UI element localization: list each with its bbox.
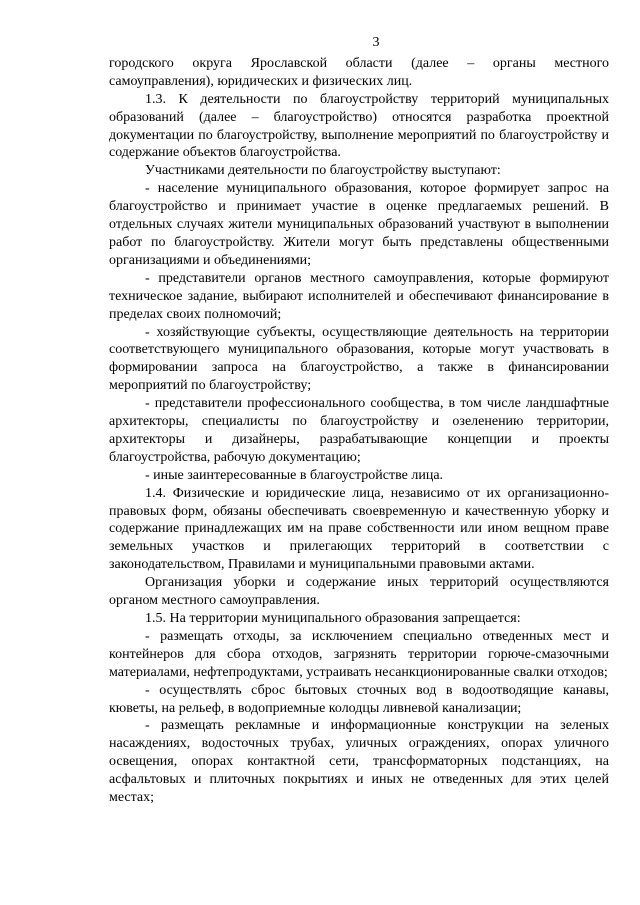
list-item-advertising: - размещать рекламные и информационные конструкции на зеленых насаждениях, водосточных трубах, уличных ограждениях, опорах уличного освещения, опорах контактной сети, трансформаторных подстанциях, на асфальтовых и плиточных покрытиях и иных не отведенных для этих целей местах; — [109, 718, 609, 806]
paragraph-1-4: 1.4. Физические и юридические лица, независимо от их организационно-правовых форм, обязаны обеспечивать своевременную и качественную уборку и содержание принадлежащих им на праве собственности или ином вещном праве земельных участков и прилегающих территорий в соответствии с законодательством, Правилами и муниципальными правовыми актами. — [109, 485, 609, 573]
list-item-local-government: - представители органов местного самоуправления, которые формируют техническое задание, выбирают исполнителей и обеспечивают финансирование в пределах своих полномочий; — [109, 270, 609, 322]
list-item-business-entities: - хозяйствующие субъекты, осуществляющие деятельность на территории соответствующего муниципального образования, которые могут участвовать в формировании запроса на благоустройство, а также в финансировании мероприятий по благоустройству; — [109, 324, 609, 394]
list-item-waste: - размещать отходы, за исключением специально отведенных мест и контейнеров для сбора отходов, загрязнять территории горюче-смазочными материалами, нефтепродуктами, устраивать несанкционированные свалки отходов; — [109, 628, 609, 680]
document-page — [109, 34, 609, 807]
page-number: 3 — [372, 35, 380, 50]
list-item-population: - население муниципального образования, которое формирует запрос на благоустройство и принимает участие в оценке предлагаемых решений. В отдельных случаях жители муниципальных образований участвуют в выполнении работ по благоустройству. Жители могут быть представлены общественными организациями и объединениями; — [109, 181, 609, 268]
paragraph-1-3: 1.3. К деятельности по благоустройству территорий муниципальных образований (далее – благоустройство) относятся разработка проектной документации по благоустройству, выполнение мероприятий по благоустройству и содержание объектов благоустройства. — [109, 91, 609, 161]
paragraph-1-5: 1.5. На территории муниципального образования запрещается: — [145, 611, 521, 626]
list-item-other-parties: - иные заинтересованные в благоустройстве лица. — [145, 467, 444, 483]
paragraph-other-territories: Организация уборки и содержание иных территорий осуществляются органом местного самоуправления. — [109, 575, 609, 609]
list-item-professional-community: - представители профессионального сообщества, в том числе ландшафтные архитекторы, специалисты по благоустройству и озеленению территории, архитекторы и дизайнеры, разрабатывающие концепции и проекты благоустройства, рабочую документацию; — [109, 396, 609, 465]
paragraph-participants-intro: Участниками деятельности по благоустройству выступают: — [145, 163, 501, 179]
paragraph-continuation: городского округа Ярославской области (далее – органы местного самоуправления), юридических и физических лиц. — [109, 55, 609, 89]
list-item-sewage: - осуществлять сброс бытовых сточных вод в водоотводящие канавы, кюветы, на рельеф, в водоприемные колодцы ливневой канализации; — [109, 682, 609, 716]
